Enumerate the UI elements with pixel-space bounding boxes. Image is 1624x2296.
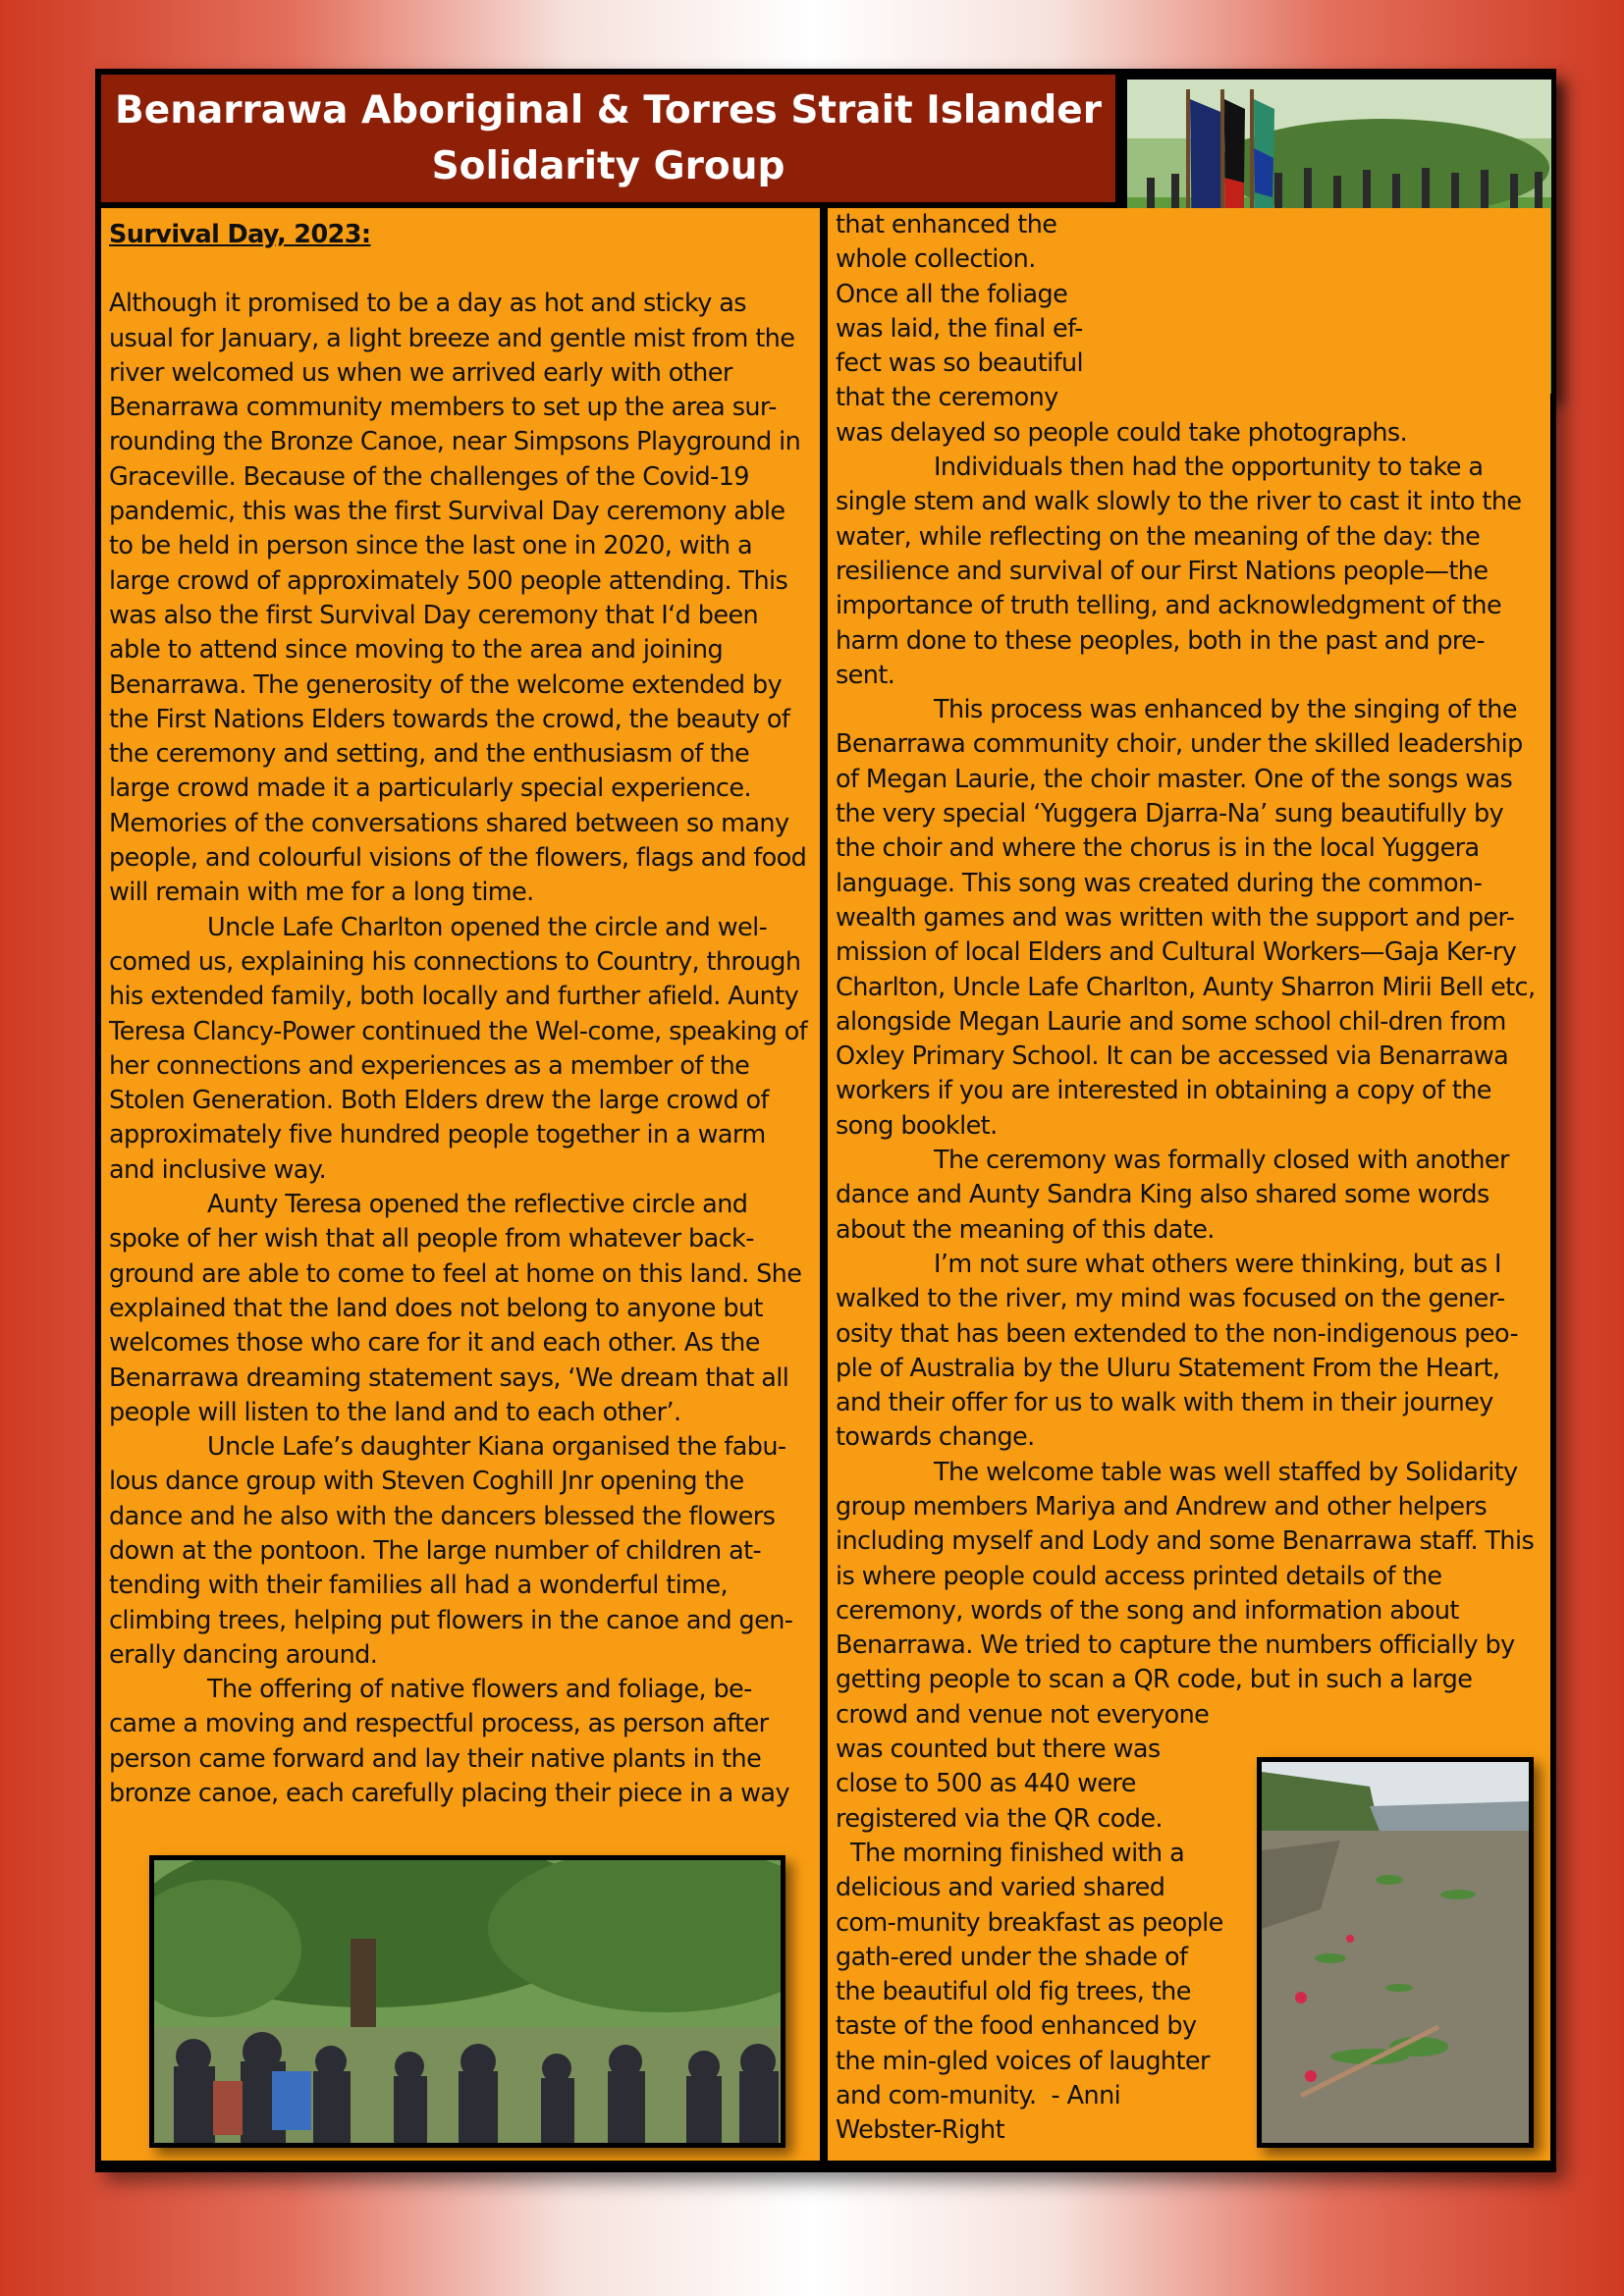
left-paragraph-5: The offering of native flowers and foliage, be-came a moving and respectful process, as person after person came forward and lay their native plants in the bronze canoe, each carefully placing their piece in a way — [109, 1675, 789, 1809]
river-illustration — [1262, 1762, 1529, 2143]
river-flowers-photo — [1257, 1757, 1534, 2148]
masthead — [101, 75, 1115, 202]
right-paragraph-4: The ceremony was formally closed with another dance and Aunty Sandra King also shared some words about the meaning of this date. — [836, 1146, 1509, 1245]
left-paragraph-1: Although it promised to be a day as hot and sticky as usual for January, a light breeze and gentle mist from the river welcomed us when we arrived early with other Benarrawa community members to set up the area sur-rounding the Bronze Canoe, near Simpsons Playground in Graceville. Because of the challenges of the Covid-19 pandemic, this was the first Survival Day ceremony able to be held in person since the last one in 2020, with a large crowd of approximately 500 people attending. This was also the first Survival Day ceremony that I‘d been able to attend since moving to the area and joining Benarrawa. The generosity of the welcome extended by the First Nations Elders towards the crowd, the beauty of the ceremony and setting, and the enthusiasm of the large crowd made it a particularly special experience. Memories of the conversations shared between so many people, and colourful visions of the flowers, flags and food will remain with me for a long time. — [109, 289, 807, 908]
right-paragraph-2: Individuals then had the opportunity to take a single stem and walk slowly to the river to cast it into the water, while reflecting on the meaning of the day: the resilience and survival of our First Nations people—the importance of truth telling, and acknowledgment of the harm done to these peoples, both in the past and pre-sent. — [836, 453, 1522, 690]
right-top-paragraph: that enhanced the whole collection. Once all the foliage was laid, the final ef-fect was so beautiful that the ceremony — [836, 210, 1084, 413]
left-paragraph-3: Aunty Teresa opened the reflective circle and spoke of her wish that all people from whatever back-ground are able to come to feel at home on this land. She explained that the land does not belong to anyone but welcomes those who care for it and each other. As the Benarrawa dreaming statement says, ‘We dream that all people will listen to the land and to each other’. — [109, 1190, 802, 1427]
crowd-under-trees-photo — [149, 1855, 785, 2148]
right-paragraph-6: The welcome table was well staffed by Solidarity group members Mariya and Andrew and other helpers including myself and Lody and some Benarrawa staff. This is where people could access printed details of the ceremony, words of the song and information about Benarrawa. We tried to capture the numbers officially by getting people to scan a QR code, but in such a large crowd and venue not everyone — [836, 1457, 1535, 1730]
right-paragraph-3: This process was enhanced by the singing of the Benarrawa community choir, under the skilled leadership of Megan Laurie, the choir master. One of the songs was the very special ‘Yuggera Djarra-Na’ sung beautifully by the choir and where the chorus is in the local Yuggera language. This song was created during the common-wealth games and was written with the support and per-mission of local Elders and Cultural Workers—Gaja Ker-ry Charlton, Uncle Lafe Charlton, Aunty Sharron Mirii Bell etc, alongside Megan Laurie and some school chil-dren from Oxley Primary School. It can be accessed via Benarrawa workers if you are interested in obtaining a copy of the song booklet. — [836, 695, 1536, 1141]
right-bottom-paragraph-1: was counted but there was close to 500 as 440 were registered via the QR code. — [836, 1735, 1163, 1834]
masthead-line-2: Solidarity Group — [431, 144, 785, 188]
crowd-illustration — [154, 1860, 781, 2143]
left-paragraph-2: Uncle Lafe Charlton opened the circle and wel-comed us, explaining his connections to Country, through his extended family, both locally and further afield. Aunty Teresa Clancy-Power continued the Wel-come, speaking of her connections and experiences as a member of the Stolen Generation. Both Elders drew the large crowd of approximately five hundred people together in a warm and inclusive way. — [109, 912, 808, 1185]
right-paragraph-5: I’m not sure what others were thinking, but as I walked to the river, my mind was focused on the gener-osity that has been extended to the non-indigenous peo-ple of Australia by the Uluru Statement From the Heart, and their offer for us to walk with them in their journey towards change. — [836, 1249, 1519, 1453]
right-paragraph-1: was delayed so people could take photographs. — [836, 417, 1408, 448]
masthead-line-1: Benarrawa Aboriginal & Torres Strait Islander — [115, 88, 1102, 133]
right-bottom-paragraph-2: The morning finished with a delicious and varied shared com-munity breakfast as people gath-ered under the shade of the beautiful old fig trees, the taste of the food enhanced by the min-gled voices of laughter and com-munity. - Anni Webster-Right — [836, 1838, 1231, 2146]
article-heading: Survival Day, 2023: — [109, 220, 371, 249]
left-paragraph-4: Uncle Lafe’s daughter Kiana organised the fabu-lous dance group with Steven Coghill Jnr opening the dance and he also with the dancers blessed the flowers down at the pontoon. The large number of children at-tending with their families all had a wonderful time, climbing trees, helping put flowers in the canoe and gen-erally dancing around. — [109, 1432, 793, 1670]
